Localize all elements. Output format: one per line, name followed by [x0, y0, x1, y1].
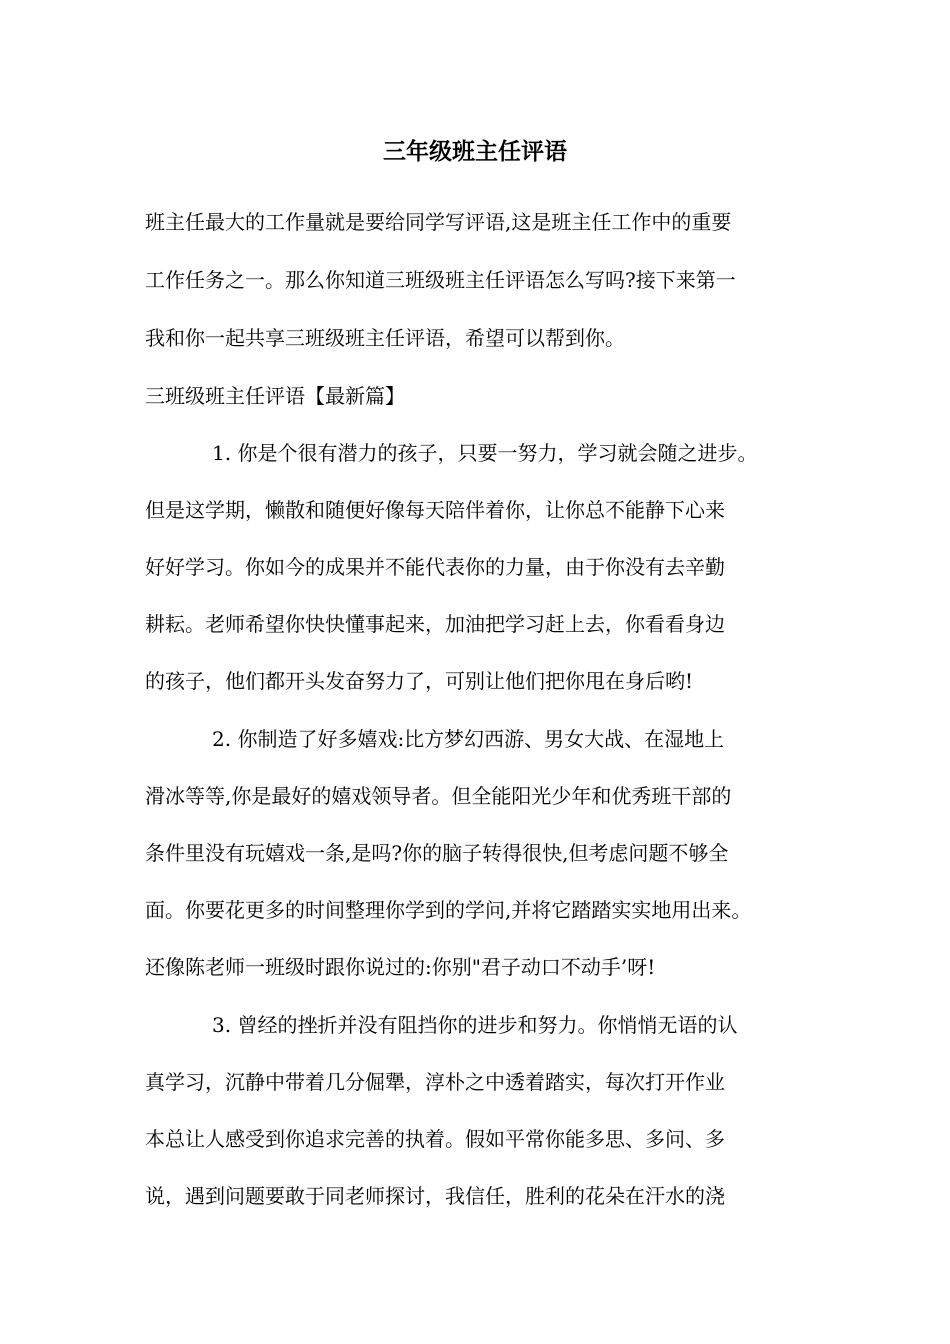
section-heading: 三班级班主任评语【最新篇】: [145, 384, 405, 408]
comment-1-line-1: 1. 你是个很有潜力的孩子，只要一努力，学习就会随之进步。: [212, 441, 758, 465]
intro-line-2: 工作任务之一。那么你知道三班级班主任评语怎么写吗?接下来第一: [145, 268, 736, 292]
comment-3-line-3: 本总让人感受到你追求完善的执着。假如平常你能多思、多问、多: [145, 1127, 725, 1151]
comment-1-line-3: 好好学习。你如今的成果并不能代表你的力量，由于你没有去辛勤: [145, 555, 725, 579]
comment-2-line-1: 2. 你制造了好多嬉戏:比方梦幻西游、男女大战、在湿地上: [212, 727, 725, 751]
intro-line-3: 我和你一起共享三班级班主任评语，希望可以帮到你。: [145, 326, 625, 350]
comment-2-line-5: 还像陈老师一班级时跟你说过的:你别"君子动口不动手’呀!: [145, 955, 656, 979]
comment-2-line-3: 条件里没有玩嬉戏一条,是吗?你的脑子转得很快,但考虑问题不够全: [145, 841, 729, 865]
comment-1-line-5: 的孩子，他们都开头发奋努力了，可别让他们把你甩在身后哟!: [145, 669, 694, 693]
comment-2-line-4: 面。你要花更多的时间整理你学到的学问,并将它踏踏实实地用出来。: [145, 898, 752, 922]
intro-line-1: 班主任最大的工作量就是要给同学写评语,这是班主任工作中的重要: [145, 210, 732, 234]
comment-1-line-2: 但是这学期，懒散和随便好像每天陪伴着你，让你总不能静下心来: [145, 498, 725, 522]
comment-3-line-1: 3. 曾经的挫折并没有阻挡你的进步和努力。你悄悄无语的认: [212, 1013, 738, 1037]
comment-3-line-2: 真学习，沉静中带着几分倔犟，淳朴之中透着踏实，每次打开作业: [145, 1070, 725, 1094]
comment-3-line-4: 说，遇到问题要敢于同老师探讨，我信任，胜利的花朵在汗水的浇: [145, 1184, 725, 1208]
comment-1-line-4: 耕耘。老师希望你快快懂事起来，加油把学习赶上去，你看看身边: [145, 612, 725, 636]
document-title: 三年级班主任评语: [383, 138, 567, 165]
comment-2-line-2: 滑冰等等,你是最好的嬉戏领导者。但全能阳光少年和优秀班干部的: [145, 784, 732, 808]
